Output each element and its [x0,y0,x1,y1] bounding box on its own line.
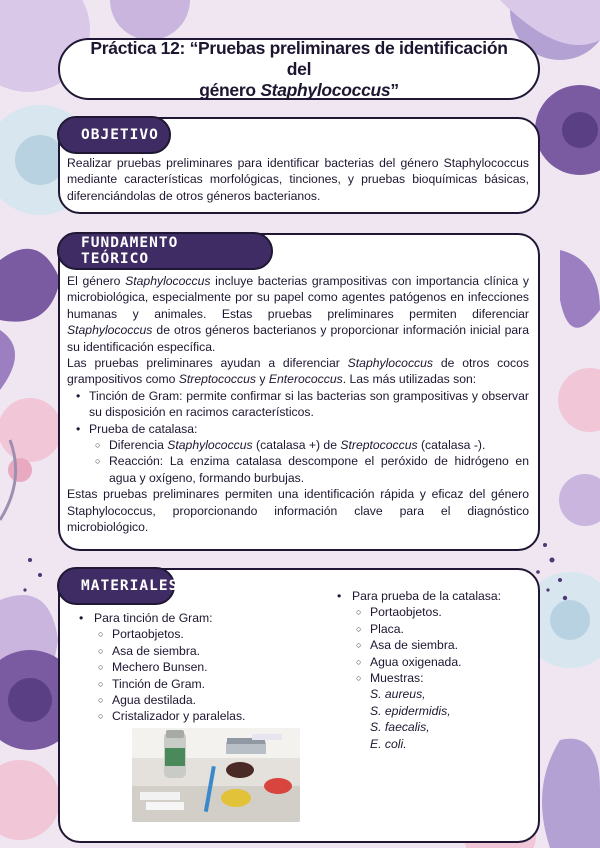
genus-name: Staphylococcus [347,356,434,371]
objetivo-text [67,155,529,204]
title-line-1: Práctica 12: “Pruebas preliminares de identificación del [90,37,508,79]
gram-materials [74,610,294,725]
sample-item: S. aureus, [370,687,426,702]
text-run: de otros géneros bacterianos y proporcionar información inicial para su identificación específica. [67,323,529,354]
page-title [84,38,514,101]
fundamento-heading: FUNDAMENTO TEÓRICO [57,232,273,270]
list-item-catalasa [67,421,529,437]
fundamento-paragraph-2 [67,355,529,388]
sample-item: S. epidermidis, [370,703,451,718]
text-run: El género [67,274,126,288]
objetivo-section [58,117,540,214]
list-item: ○ Asa de siembra. [74,643,294,659]
title-genus: Staphylococcus [260,79,391,100]
list-item-diferencia [67,437,529,453]
list-item: ○ Muestras: [332,670,532,686]
materiales-section [58,568,540,843]
text-run: Diferencia [109,438,168,453]
materiales-heading: MATERIALES [57,567,175,605]
catalasa-materials [332,588,532,752]
list-item-gram: • Tinción de Gram: permite confirmar si las bacterias son grampositivas y observar su disposición en racimos característicos. [67,388,529,421]
list-item: ○ Tinción de Gram. [74,676,294,692]
fundamento-section [58,233,540,551]
objetivo-heading: OBJETIVO [57,116,171,154]
genus-name: Streptococcus [178,372,256,387]
list-item: ○ Agua destilada. [74,692,294,708]
text-run: (catalasa +) de [252,438,341,453]
genus-name: Staphylococcus [125,274,211,288]
list-item: ○ Portaobjetos. [74,626,294,642]
text-run: (catalasa -). [417,438,486,453]
text-run: incluye bacterias grampositivas con importancia clínica y microbiológica, especialmente por su papel como agentes patógenos en infecciones humanas y animales. Estas pruebas preliminares permiten diferenciar [67,274,530,321]
text-run: . Las más utilizadas son: [342,372,477,387]
pruebas-list [67,388,529,486]
list-item: ○ Placa. [332,621,532,637]
list-item: ○ Agua oxigenada. [332,654,532,670]
text-run: de otros cocos grampositivos como [67,356,529,387]
lab-materials-photo [132,728,300,822]
genus-name: Streptococcus [340,438,418,453]
gram-heading: • Para tinción de Gram: [74,610,294,626]
text-run: Las pruebas preliminares ayudan a diferenciar [67,356,348,371]
catalasa-heading: • Para prueba de la catalasa: [332,588,532,604]
catalasa-label: Prueba de catalasa: [89,421,198,436]
genus-name: Staphylococcus [67,323,153,338]
fundamento-paragraph-1 [67,273,529,355]
text-run: y [256,372,269,387]
title-line-2-end: ” [390,79,399,100]
list-item: ○ Asa de siembra. [332,637,532,653]
fundamento-paragraph-3: Estas pruebas preliminares permiten una identificación rápida y eficaz del género Staphylococcus, proporcionando información clave para el diagnóstico microbiológico. [67,487,529,535]
fundamento-text [67,273,529,536]
title-line-2-start: género [199,79,261,100]
genus-name: Staphylococcus [167,438,253,453]
list-item: ○ Cristalizador y paralelas. [74,708,294,724]
sample-item: E. coli. [370,736,407,751]
title-card [58,38,540,100]
list-item: ○ Portaobjetos. [332,604,532,620]
objetivo-paragraph: Realizar pruebas preliminares para identificar bacterias del género Staphylococcus mediante características morfológicas, tinciones, y pruebas bioquímicas básicas, diferenciándolas de otros géneros bacterianos. [67,156,529,203]
sample-item: S. faecalis, [370,720,430,735]
lab-photo-illustration [132,728,300,822]
list-item: ○ Mechero Bunsen. [74,659,294,675]
genus-name: Enterococcus [268,372,343,387]
list-item-reaccion: ○ Reacción: La enzima catalasa descompone el peróxido de hidrógeno en agua y oxígeno, formando burbujas. [67,453,529,486]
